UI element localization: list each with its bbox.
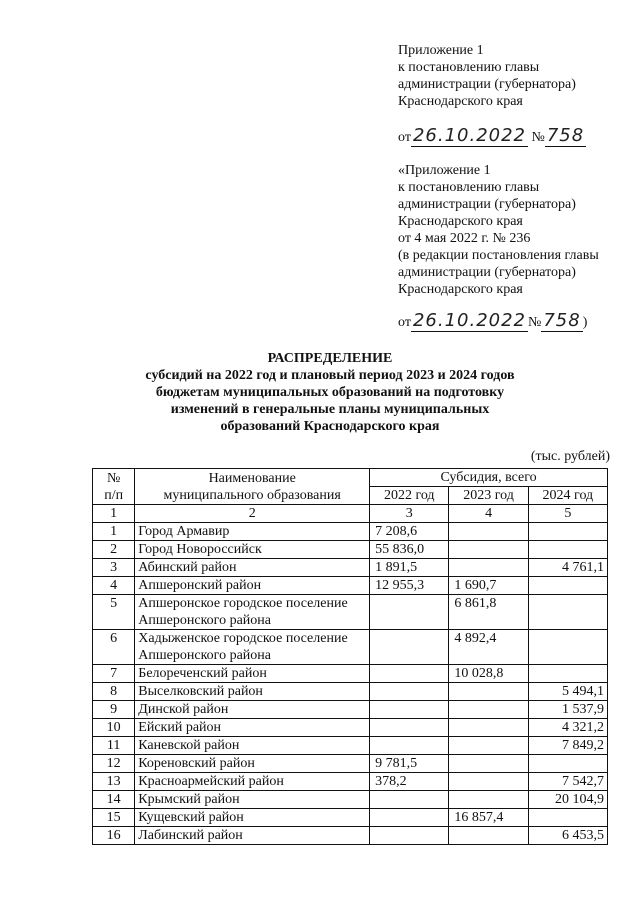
- row-value-2022: [370, 809, 449, 827]
- row-value-2024: 7 542,7: [528, 773, 607, 791]
- date-prefix: от: [398, 130, 411, 145]
- appendix-current-line: Краснодарского края: [398, 94, 523, 109]
- appendix-previous-line: Краснодарского края: [398, 214, 523, 229]
- row-name: Абинский район: [135, 559, 370, 577]
- document-title: [60, 350, 600, 435]
- row-number: 2: [93, 541, 135, 559]
- appendix-previous-line: (в редакции постановления главы: [398, 248, 599, 263]
- appendix-previous-line: администрации (губернатора): [398, 265, 576, 280]
- row-value-2022: [370, 737, 449, 755]
- row-value-2023: 16 857,4: [449, 809, 528, 827]
- row-number: 15: [93, 809, 135, 827]
- row-value-2022: 378,2: [370, 773, 449, 791]
- table-row: [93, 827, 608, 845]
- header-year-2022: 2022 год: [370, 487, 449, 505]
- row-name: Каневской район: [135, 737, 370, 755]
- row-name: Город Армавир: [135, 523, 370, 541]
- table-row: [93, 791, 608, 809]
- table-row: [93, 755, 608, 773]
- row-value-2023: [449, 541, 528, 559]
- header-year-2023: 2023 год: [449, 487, 528, 505]
- col-number: 4: [449, 505, 528, 523]
- appendix-current: [398, 42, 634, 146]
- row-value-2022: 7 208,6: [370, 523, 449, 541]
- row-number: 6: [93, 630, 135, 665]
- handwritten-number: 758: [543, 310, 581, 331]
- column-numbers-row: [93, 505, 608, 523]
- table-row: [93, 701, 608, 719]
- table-row: [93, 665, 608, 683]
- row-value-2022: [370, 683, 449, 701]
- table-row: [93, 809, 608, 827]
- row-number: 5: [93, 595, 135, 630]
- title-line: субсидий на 2022 год и плановый период 2023 и 2024 годов: [145, 368, 515, 383]
- col-number: 3: [370, 505, 449, 523]
- row-name: Динской район: [135, 701, 370, 719]
- row-value-2023: [449, 523, 528, 541]
- row-value-2024: [528, 595, 607, 630]
- appendix-current-line: Приложение 1: [398, 43, 484, 58]
- row-name: Апшеронский район: [135, 577, 370, 595]
- row-value-2023: 10 028,8: [449, 665, 528, 683]
- row-value-2023: [449, 683, 528, 701]
- date-prefix: от: [398, 315, 411, 330]
- row-value-2022: [370, 665, 449, 683]
- table-row: [93, 559, 608, 577]
- title-line: изменений в генеральные планы муниципальных: [170, 402, 490, 417]
- row-value-2023: 4 892,4: [449, 630, 528, 665]
- appendix-previous-line: Краснодарского края: [398, 282, 523, 297]
- appendix-previous-line: к постановлению главы: [398, 180, 540, 195]
- row-value-2023: [449, 773, 528, 791]
- row-value-2024: 4 321,2: [528, 719, 607, 737]
- appendix-previous-date-line: [398, 312, 634, 331]
- row-value-2023: [449, 755, 528, 773]
- row-value-2022: 12 955,3: [370, 577, 449, 595]
- row-value-2022: [370, 595, 449, 630]
- row-value-2022: [370, 701, 449, 719]
- row-number: 11: [93, 737, 135, 755]
- col-number: 2: [135, 505, 370, 523]
- table-row: [93, 541, 608, 559]
- row-name: Кореновский район: [135, 755, 370, 773]
- table-row: [93, 773, 608, 791]
- row-name: Красноармейский район: [135, 773, 370, 791]
- row-name: Апшеронское городское поселение Апшеронского района: [135, 595, 370, 630]
- row-number: 12: [93, 755, 135, 773]
- row-number: 4: [93, 577, 135, 595]
- row-name: Ейский район: [135, 719, 370, 737]
- header-num: № п/п: [93, 469, 135, 505]
- col-number: 5: [528, 505, 607, 523]
- row-value-2023: [449, 701, 528, 719]
- table-header-row: [93, 469, 608, 487]
- row-value-2024: [528, 755, 607, 773]
- row-value-2022: [370, 719, 449, 737]
- row-value-2024: [528, 665, 607, 683]
- subsidy-table: [92, 468, 608, 845]
- handwritten-date: 26.10.2022: [412, 125, 526, 146]
- row-number: 10: [93, 719, 135, 737]
- appendix-previous-line: от 4 мая 2022 г. № 236: [398, 231, 531, 246]
- table-row: [93, 719, 608, 737]
- row-value-2024: 4 761,1: [528, 559, 607, 577]
- row-number: 1: [93, 523, 135, 541]
- appendix-previous-line: «Приложение 1: [398, 163, 491, 178]
- table-row: [93, 683, 608, 701]
- row-value-2024: 7 849,2: [528, 737, 607, 755]
- appendix-current-line: к постановлению главы: [398, 60, 540, 75]
- col-number: 1: [93, 505, 135, 523]
- appendix-current-line: администрации (губернатора): [398, 77, 576, 92]
- row-value-2022: [370, 630, 449, 665]
- closing-paren: ): [582, 315, 588, 330]
- appendix-previous: [398, 162, 634, 331]
- header-subsidy: Субсидия, всего: [370, 469, 608, 487]
- header-name: Наименование муниципального образования: [135, 469, 370, 505]
- row-number: 7: [93, 665, 135, 683]
- row-value-2023: [449, 737, 528, 755]
- row-value-2023: [449, 791, 528, 809]
- row-value-2024: 6 453,5: [528, 827, 607, 845]
- row-value-2024: [528, 523, 607, 541]
- title-heading: РАСПРЕДЕЛЕНИЕ: [267, 351, 393, 366]
- row-value-2024: 1 537,9: [528, 701, 607, 719]
- row-number: 16: [93, 827, 135, 845]
- row-value-2023: 6 861,8: [449, 595, 528, 630]
- row-value-2024: [528, 577, 607, 595]
- row-name: Лабинский район: [135, 827, 370, 845]
- row-number: 13: [93, 773, 135, 791]
- handwritten-number: 758: [546, 125, 585, 146]
- row-number: 9: [93, 701, 135, 719]
- row-name: Выселковский район: [135, 683, 370, 701]
- table-row: [93, 577, 608, 595]
- header-year-2024: 2024 год: [528, 487, 607, 505]
- row-value-2022: 1 891,5: [370, 559, 449, 577]
- table-row: [93, 523, 608, 541]
- title-line: образований Краснодарского края: [220, 419, 440, 434]
- row-value-2024: 20 104,9: [528, 791, 607, 809]
- row-name: Кущевский район: [135, 809, 370, 827]
- row-value-2024: 5 494,1: [528, 683, 607, 701]
- row-value-2023: [449, 719, 528, 737]
- row-value-2022: 9 781,5: [370, 755, 449, 773]
- row-value-2022: [370, 827, 449, 845]
- row-value-2024: [528, 630, 607, 665]
- appendix-previous-line: администрации (губернатора): [398, 197, 576, 212]
- row-name: Белореченский район: [135, 665, 370, 683]
- row-number: 3: [93, 559, 135, 577]
- row-name: Город Новороссийск: [135, 541, 370, 559]
- number-sign: №: [531, 130, 545, 145]
- row-number: 14: [93, 791, 135, 809]
- appendix-current-date-line: [398, 127, 634, 146]
- row-value-2024: [528, 809, 607, 827]
- handwritten-date: 26.10.2022: [412, 310, 526, 331]
- row-value-2022: [370, 791, 449, 809]
- row-name: Крымский район: [135, 791, 370, 809]
- number-sign: №: [528, 315, 542, 330]
- table-row: [93, 630, 608, 665]
- table-row: [93, 595, 608, 630]
- title-line: бюджетам муниципальных образований на подготовку: [155, 385, 505, 400]
- row-value-2024: [528, 541, 607, 559]
- row-value-2022: 55 836,0: [370, 541, 449, 559]
- row-number: 8: [93, 683, 135, 701]
- row-name: Хадыженское городское поселение Апшеронского района: [135, 630, 370, 665]
- row-value-2023: [449, 827, 528, 845]
- row-value-2023: [449, 559, 528, 577]
- table-row: [93, 737, 608, 755]
- row-value-2023: 1 690,7: [449, 577, 528, 595]
- units-label: (тыс. рублей): [530, 449, 610, 464]
